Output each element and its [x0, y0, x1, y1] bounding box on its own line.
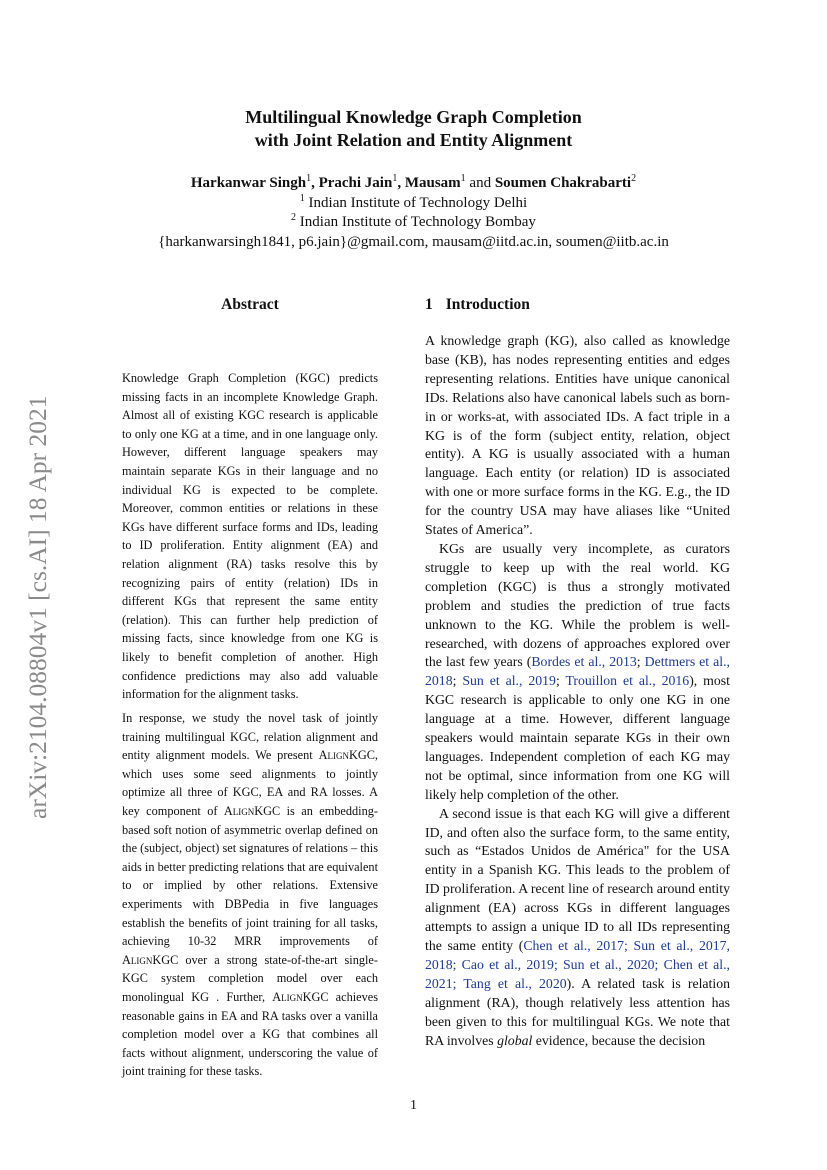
citation-link[interactable]: Chen et al., 2017; Sun et al., 2017, 2018; Cao et al., 2019; Sun et al., 2020; Chen et al., 2021; Tang et al., 2020 — [425, 938, 730, 991]
citation-link[interactable]: Dettmers et al., 2018 — [425, 654, 730, 689]
aligncgc-name: Align — [318, 748, 349, 763]
author-1-sup: 1 — [306, 173, 312, 184]
citation-link[interactable]: Trouillon et al., 2016 — [565, 673, 690, 689]
intro-paragraph-2 — [425, 540, 730, 805]
citation-link[interactable]: Bordes et al., 2013 — [531, 654, 637, 670]
abstract-paragraph-2 — [122, 709, 378, 1081]
aligncgc-name: Align — [122, 952, 153, 967]
affiliation-1-sup: 1 — [299, 192, 305, 204]
author-3-sup: 1 — [460, 173, 466, 184]
aligncgc-name: Align — [223, 803, 255, 818]
intro-section-number: 1 — [425, 296, 433, 313]
intro-paragraph-1: A knowledge graph (KG), also called as knowledge base (KB), has nodes representing entities and edges representing relations. Entities have unique canonical IDs. Relations also have canonical labels such as born-in or works-at, with associated IDs. A fact triple in a KG is of the form (subject entity, relation, object entity). A KG is usually associated with a human language. Each entity (or relation) ID is associated with one or more surface forms in the KG. E.g., the ID for the country USA may have aliases like “United States of America”. — [425, 333, 730, 538]
intro-heading — [425, 296, 530, 314]
paper-title — [100, 106, 727, 152]
abstract-heading: Abstract — [221, 296, 279, 313]
affiliation-1 — [60, 194, 767, 214]
abstract-p2-text — [122, 709, 378, 1081]
author-2-sup: 1 — [392, 173, 398, 184]
author-4: Soumen Chakrabarti — [494, 175, 632, 191]
author-1: Harkanwar Singh — [190, 175, 307, 191]
intro-body — [425, 332, 730, 1050]
author-and: and — [465, 175, 495, 191]
citation-sep: ; — [636, 654, 645, 670]
author-block — [60, 174, 767, 252]
author-2: Prachi Jain — [318, 175, 393, 191]
intro-p3-b: ). A related task is relation alignment (RA), though relatively less attention has been given to this for multilingual KGs. We note that RA involves — [425, 975, 731, 1048]
citation-link[interactable]: Sun et al., 2019 — [462, 673, 556, 689]
affiliation-2-sup: 2 — [291, 212, 297, 223]
intro-p2-a: KGs are usually very incomplete, as curators struggle to keep up with the real world. KG completion (KGC) is thus a strongly motivated problem and studies the prediction of true facts unknown to the KG. While the problem is well-researched, with dozens of approaches explored over the last few years ( — [425, 540, 730, 670]
citation-sep: ; — [452, 673, 463, 689]
abstract-p2-b: KGC, which uses some seed alignments to jointly optimize all three of KGC, EA and RA losses. A key component of — [122, 748, 378, 818]
intro-p3-emphasis: global — [497, 1032, 533, 1048]
intro-paragraph-3 — [425, 805, 730, 1051]
author-emails: {harkanwarsingh1841, p6.jain}@gmail.com, mausam@iitd.ac.in, soumen@iitb.ac.in — [158, 233, 669, 250]
abstract-p2-a: In response, we study the novel task of jointly training multilingual KGC, relation alignment and entity alignment models. We present — [122, 711, 378, 763]
page-number: 1 — [410, 1098, 417, 1113]
affiliation-2 — [60, 213, 767, 233]
author-3: Mausam — [404, 175, 461, 191]
intro-section-title: Introduction — [445, 296, 530, 313]
affiliation-1-text: Indian Institute of Technology Delhi — [304, 194, 528, 211]
abstract-p2-c: KGC is an embedding-based soft notion of asymmetric overlap defined on the (subject, object) set signatures of relations – this aids in better predicting relations that are equivalent to or implied by other relations. Extensive experiments with DBPedia in five languages establish the benefits of joint training for all tasks, achieving 10-32 MRR improvements of — [122, 803, 378, 949]
abstract-paragraph-1 — [122, 369, 378, 704]
author-sep: , — [397, 175, 405, 191]
abstract-p2-e: KGC achieves reasonable gains in EA and RA tasks over a vanilla completion model over a KG that combines all facts without alignment, underscoring the value of joint training for these tasks. — [122, 989, 378, 1079]
author-line — [60, 174, 767, 194]
abstract-p1-text: Knowledge Graph Completion (KGC) predicts missing facts in an incomplete Knowledge Graph. Almost all of existing KGC research is applicable to only one KG at a time, and in one language only. However, different language speakers may maintain separate KGs in their language and no individual KG is expected to be complete. Moreover, common entities or relations in these KGs have different surface forms and IDs, leading to ID proliferation. Entity alignment (EA) and relation alignment (RA) tasks resolve this by recognizing pairs of entity (relation) IDs in different KGs that represent the same entity (relation). This can further help prediction of missing facts, since knowledge from one KG is likely to benefit completion of another. High confidence predictions may also add valuable information for the alignment tasks. — [122, 371, 378, 702]
abstract-p2-d: KGC over a strong state-of-the-art single-KGC system completion model over each monolingual KG . Further, — [122, 952, 378, 1004]
arxiv-stamp: arXiv:2104.08804v1 [cs.AI] 18 Apr 2021 — [23, 395, 52, 819]
author-4-sup: 2 — [631, 173, 637, 184]
title-line-2: with Joint Relation and Entity Alignment — [254, 130, 573, 150]
title-line-1: Multilingual Knowledge Graph Completion — [245, 107, 582, 127]
intro-p3-a: A second issue is that each KG will give a different ID, and often also the surface form, to the same entity, such as “Estados Unidos de América" for the USA entity in a Spanish KG. This leads to the problem of ID proliferation. A recent line of research around entity alignment (EA) across KGs in different languages attempts to assign a unique ID to all IDs representing the same entity ( — [425, 805, 730, 953]
aligncgc-name: Align — [272, 989, 303, 1004]
affiliation-2-text: Indian Institute of Technology Bombay — [296, 214, 536, 230]
citation-sep: ; — [555, 673, 566, 689]
intro-p3-c: evidence, because the decision — [532, 1032, 706, 1048]
intro-p2-b: ), most KGC research is applicable to only one KG in one language at a time. However, different language speakers would maintain separate KGs in their own languages. Independent completion of each KG may not be optimal, since information from one KG will likely help completion of the other. — [425, 673, 730, 802]
author-sep: , — [311, 175, 319, 191]
